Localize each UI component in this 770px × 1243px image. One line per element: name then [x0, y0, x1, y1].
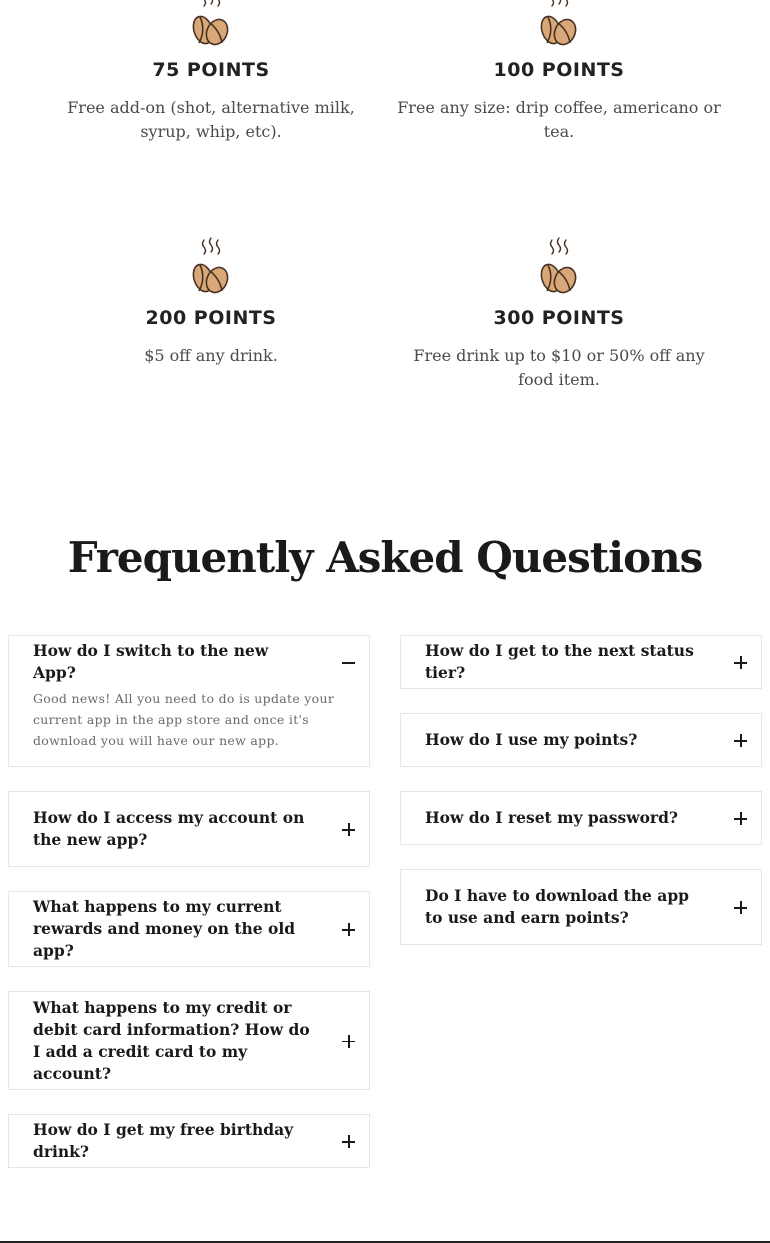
reward-points: 300 POINTS	[493, 307, 625, 329]
plus-icon[interactable]	[734, 812, 747, 825]
faq-question: How do I switch to the new App?	[33, 641, 269, 682]
faq-item	[8, 991, 370, 1090]
faq-item	[400, 791, 762, 845]
plus-icon[interactable]	[734, 656, 747, 669]
faq-question-button[interactable]	[9, 636, 369, 688]
faq-item	[400, 713, 762, 767]
faq-item	[8, 791, 370, 867]
faq-question-button[interactable]	[401, 636, 761, 688]
faq-item	[400, 869, 762, 945]
reward-description: Free drink up to $10 or 50% off any food item.	[413, 346, 705, 389]
plus-icon[interactable]	[734, 734, 747, 747]
coffee-bean-icon	[186, 0, 236, 48]
reward-points: 100 POINTS	[493, 59, 625, 81]
faq-question-button[interactable]	[401, 714, 761, 766]
faq-item	[8, 891, 370, 967]
plus-icon[interactable]	[734, 901, 747, 914]
faq-item	[8, 1114, 370, 1168]
reward-points: 75 POINTS	[152, 59, 270, 81]
faq-question-button[interactable]	[401, 870, 761, 944]
reward-200	[46, 236, 376, 368]
faq-question: How do I get to the next status tier?	[425, 641, 694, 682]
reward-description: $5 off any drink.	[144, 346, 278, 365]
plus-icon[interactable]	[342, 1035, 355, 1048]
coffee-bean-icon	[534, 236, 584, 296]
minus-icon[interactable]	[342, 656, 355, 669]
coffee-bean-icon	[534, 0, 584, 48]
reward-300	[394, 236, 724, 392]
plus-icon[interactable]	[342, 923, 355, 936]
faq-question: Do I have to download the app to use and earn points?	[425, 886, 689, 927]
faq-question-button[interactable]	[9, 792, 369, 866]
faq-question: How do I reset my password?	[425, 808, 679, 827]
faq-question: What happens to my credit or debit card information? How do I add a credit card to my account?	[33, 997, 310, 1083]
reward-100	[394, 0, 724, 144]
plus-icon[interactable]	[342, 823, 355, 836]
faq-item	[8, 635, 370, 767]
plus-icon[interactable]	[342, 1135, 355, 1148]
faq-question: How do I use my points?	[425, 730, 638, 749]
faq-question-button[interactable]	[9, 892, 369, 966]
faq-question-button[interactable]	[401, 792, 761, 844]
faq-answer: Good news! All you need to do is update your current app in the app store and once it's download you will have our new app.	[33, 691, 335, 748]
faq-question: What happens to my current rewards and money on the old app?	[33, 897, 296, 960]
faq-question: How do I access my account on the new app?	[33, 808, 305, 849]
reward-description: Free add-on (shot, alternative milk, syrup, whip, etc).	[67, 98, 355, 141]
faq-question-button[interactable]	[9, 1115, 369, 1167]
reward-points: 200 POINTS	[145, 307, 277, 329]
faq-question: How do I get my free birthday drink?	[33, 1120, 294, 1161]
faq-title: Frequently Asked Questions	[67, 533, 703, 582]
faq-question-button[interactable]	[9, 992, 369, 1089]
faq-item	[400, 635, 762, 689]
coffee-bean-icon	[186, 236, 236, 296]
reward-75	[46, 0, 376, 144]
reward-description: Free any size: drip coffee, americano or tea.	[397, 98, 721, 141]
